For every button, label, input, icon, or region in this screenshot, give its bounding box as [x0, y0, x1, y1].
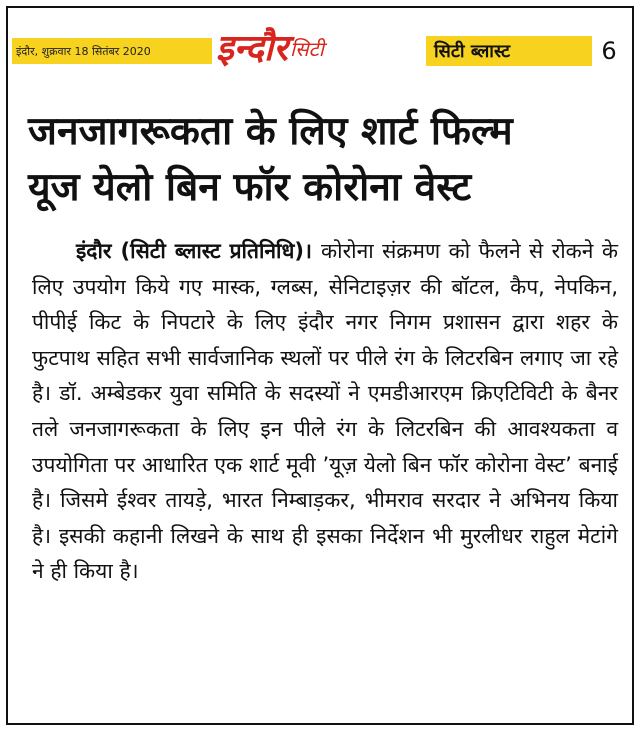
newspaper-clipping — [6, 6, 634, 725]
article-dateline: इंदौर (सिटी ब्लास्ट प्रतिनिधि)। — [76, 239, 321, 263]
brand-logo — [216, 14, 324, 69]
article-body — [32, 234, 618, 590]
issue-date: इंदौर, शुक्रवार 18 सितंबर 2020 — [16, 44, 151, 58]
brand-name: इन्दौर — [216, 27, 288, 69]
section-name: सिटी ब्लास्ट — [434, 41, 511, 62]
brand-suffix: सिटी — [289, 37, 324, 61]
date-bar — [12, 38, 212, 64]
headline-line-2: यूज येलो बिन फॉर कोरोना वेस्ट — [28, 165, 472, 210]
article-text: कोरोना संक्रमण को फैलने से रोकने के लिए उपयोग किये गए मास्क, ग्लब्स, सेनिटाइज़र की बॉटल, कैप, नेपकिन, पीपीई किट के निपटारे के लिए इंदौर नगर निगम प्रशासन द्वारा शहर के फुटपाथ सहित सभी सार्वजानिक स्थलों पर पीले रंग के लिटरबिन लगाए जा रहे है। डॉ. अम्बेडकर युवा समिति के सदस्यों ने एमडीआरएम क्रिएटिविटी के बैनर तले जनजागरूकता के लिए इन पीले रंग के लिटरबिन की आवश्यकता व उपयोगिता पर आधारित एक शार्ट मूवी ’यूज़ येलो बिन फॉर कोरोना वेस्ट’ बनाई है। जिसमे ईश्वर तायड़े, भारत निम्बाड़कर, भीमराव सरदार ने अभिनय किया है। इसकी कहानी लिखने के साथ ही इसका निर्देशन भी मुरलीधर राहुल मेटांगे ने ही किया है। — [32, 239, 618, 584]
page-number: 6 — [601, 37, 617, 65]
page-number-badge — [592, 34, 626, 68]
headline-line-1: जनजागरूकता के लिए शार्ट फिल्म — [28, 109, 513, 154]
headline — [28, 104, 618, 216]
section-bar — [426, 36, 592, 66]
masthead — [8, 8, 632, 74]
